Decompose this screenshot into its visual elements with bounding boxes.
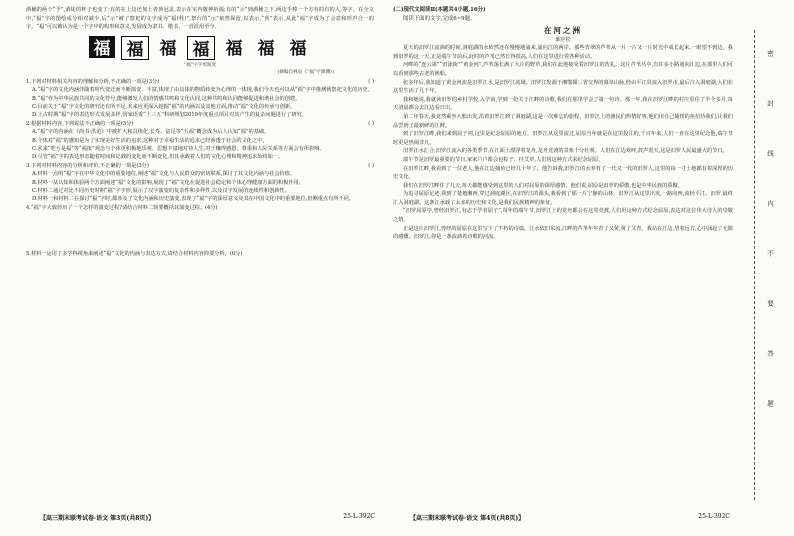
answer-space-q4 [26,212,374,250]
q2-option-a: A.“福”字的内涵在《尚书·洪范》中被扩大和具体化,长寿、富足等“五福”概念成为后人认知“福”的基础。 [32,129,270,136]
footer-page-4 [410,513,730,522]
q3-option-d: D.材料一和材料二在探讨“福”字时,都涉及了文化内涵和历史演变,表现了“福”字的深厚意义及其在中国文化中的重要地位,但侧重点有所不同。 [32,196,355,203]
seal-label: 题 [766,400,774,410]
right-page [393,6,733,242]
essay-paragraph: 汨罗江水汇合,汨罗江流入的各类季节,在江面上漂浮着龙舟,龙舟竞渡的景象十分壮观。人们在江边欢呼,鼓声震天,这是汨罗人民最盛大的节日。 [403,148,728,155]
question-3: 3.下列对材料内容的分析和评价,不正确的一项是(3分) ( ) [26,162,374,169]
essay-paragraph: “汨罗屈原亭,曾经汨罗江,有志于学者屈子”,每年的端午节,汨罗江上的龙舟都会在这里竞渡,人们用这种方式纪念屈原,表达对这位伟大诗人的崇敬之情。 [393,208,733,224]
question-2: 2.根据材料内容,下列说法不正确的一项是(3分) ( ) [26,120,374,127]
essay-paragraph: 河畔的“连云第”“汨泳街”“黄金河”,芦苇荡长满了大片的野草,我们在此地接受着汨罗江的洗礼。这片芦苇丛中,有许多小路通向江边,在那里人们可以看到那些古老的渔船。 [393,62,733,77]
fu-glyph-2: 福 [121,36,149,60]
fu-glyph-6: 福 [257,39,275,60]
seal-label: 密 [766,50,774,60]
section-heading: (二)现代文阅读Ⅱ(本题共4小题,16分) [393,7,486,13]
essay-paragraph: 在汨罗江畔,我看到了一位老人,他在江边捕鱼已经几十年了。他告诉我,汨罗江的水养育了一代又一代的汨罗人,这里的每一寸土地都有着深厚的历史文化。 [393,165,733,181]
essay-paragraph: 张多年后,我知道了黄金河流是汨罗江水,是汨罗江流域。汨罗江发源于湘鄂赣三省交界的幕阜山脉,经由平江县流入汨罗市,最后注入洞庭湖,人们在这里生活了几千年。 [393,79,733,95]
seal-label: 封 [766,100,774,110]
question-1: 1.下列对材料相关内容的理解和分析,不正确的一项是(3分) ( ) [26,78,374,85]
fu-glyph-5: 福 [225,39,243,60]
fu-caption: “福”字字形演变 [183,62,217,68]
essay-paragraph: 正是这片汨罗江,曾经的屈原在这里写下了不朽的诗篇。江水依旧东流,江畔的芦苇年年青了又黄,黄了又青。我站在江边,望着远方,心中涌起了无限的感慨。汨罗江,你是一条流淌着诗歌的河流。 [393,225,733,241]
question-4: 4.“福”字大致经历了一个怎样的演变过程?请结合材料二简要概括其演变过程。(4分) [26,204,218,211]
fu-evolution-row [26,36,374,60]
q2-option-b: B.个体对“福”的感知是为了实现美好生活的追求,这种对于幸福生活的追求已经渗透于社会的文化之中。 [32,137,268,144]
q1-option-b: B.“福”作为中华民族共同的文化符号,能够激发人们的情感共鸣和文化认同,这种共鸣和认同能够促进和谐社会的创建。 [32,95,301,102]
essay-paragraph: 为追寻屈原足迹,我到了楚地湘西,穿过洞庭湖区,在汨罗江的源头,我看到了那一片宁静的山林。汨罗江从这里出发,一路向西,流经平江、汨罗,最终汇入洞庭湖。这条江承载了太多的历史和文化,是我们民族精神的象征。 [393,191,733,206]
q3-option-a: A.材料一点明“福”字在中华文化中的重要地位,阐述“福”文化与人民群众的密切联系,探讨了其文化内涵与社会价值。 [32,171,296,178]
seal-label: 内 [766,200,774,210]
seal-label: 答 [766,350,774,360]
source-note: (摘编自林泉《“福”字源渊》) [277,69,334,75]
q2-option-d: D.尽管“福”字的表达形态随着时间和记载的变化而不断变化,但其承载着人们的文化心理和精神追求始终如一。 [32,154,284,161]
footer-title-3: 【高三期末联考试卷·语文 第3页(共8页)】 [40,515,155,522]
essay-paragraph: 夏天的汨罗江流淌的时候,洞庭湖的水依然还在慢慢地涌来,涌向江的两岸。那些青翠的芦苇从一片一片又一片时光中成长起来,一眼望不到边。我到汨罗的这一天,正是端午节前后,此时的芦苇已然长得很高,人们在这里进行着各种活动。 [393,45,733,60]
seal-line-margin [754,30,781,500]
q2-option-c: C.求来“吃亏是福”等“福报”观念与个体更积极地乐观、思想丰富地对待人生,对于赚得感恩、尊重和人际关系等方面会有所影响。 [32,146,325,153]
fu-glyph-7: 福 [289,39,307,60]
footer-code-3: 25-L-392C [343,513,375,520]
seal-label: 不 [766,250,774,260]
essay-author: 陈应松 [555,37,571,44]
q3-option-c: C.材料二通过对比不同历史时期“福”字字形,展示了汉字演变的复杂性和多样性,以及汉字发展的连续性和创新性。 [32,188,290,195]
question-5: 5.材料一运用了多学科视角来阐述“福”文化的内涵与表达方式,请结合材料内容简要分析。(6分) [26,251,243,258]
footer-title-4: 【高三期末联考试卷·语文 第4页(共8页)】 [410,515,525,522]
q1-option-c: C.目前关于“福”字文化的研究还有所不足,未来应更深入挖掘“福”的内涵以及其他方面,推动“福”文化的传承与创新。 [32,104,296,110]
essay-paragraph: 我们在汨罗江畔住了几天,每天都能感受到这里的人们对屈原的深厚感情。他们说,屈原是汨罗的骄傲,也是中华民族的骄傲。 [403,182,683,189]
essay-paragraph: 第二年春天,我竟然乘坐大船出发,沿着汨罗江到了洞庭湖,这是一次难忘的旅程。汨罗江上的渔民们热情好客,他们用自己捕捞的鱼招待我们,让我们品尝到了最新鲜的江鲜。 [393,113,733,129]
footer-page-3 [40,513,375,522]
q1-option-a: A.“福”字的文化内涵伴随着时代变迁而不断演变、丰富,体现了由具体的物质转变为心理的一体现,我们今天也可以从“福”字中推测到祭祀文化的历史。 [32,87,373,94]
q3-option-b: B.材料一从认知和体验两个方面阐述“福”文化的影响,展现了“福”文化在促进社会稳定和个体心理健康方面的积极作用。 [32,179,304,186]
footer-code-4: 25-L-392C [698,513,730,520]
seal-label: 线 [766,150,774,160]
essay-paragraph: 到了汨罗江畔,我们来到屈子祠,这里是纪念屈原的地方。汨罗江从这里流过,屈原当年就是在这里投江的,千百年来,人们一直在这里纪念他,端午节时更是热闹非凡。 [393,131,733,146]
fu-glyph-3: 福 [159,39,177,60]
seal-label: 要 [766,300,774,310]
q1-option-d: D.上古时期“福”字的表达形式发展多样,国家语委“十三五”科研规划2019年度重点项目对其产生的复杂问题进行了研究。 [32,112,307,119]
left-page [26,6,374,259]
reading-instruction: 阅读下面的文字,完成6~9题。 [403,15,476,22]
fu-glyph-4: 福 [187,36,215,60]
essay-paragraph: 我和她说,我就读汨罗的乡村学校,入学前,学到一份关于江畔的诗歌,我们在那里学会了第一句诗。那一年,我在汨罗江畔的村庄里住了半个多月,每天清晨都会去江边看日出。 [393,96,733,112]
fu-glyph-1: 福 [89,36,115,58]
essay-title: 在河之洲 [544,26,582,36]
intro-paragraph: 酒桶的两个“予”,酒徒的杯子也变了;有的在上边还加上者顶冠盖,表示在室内敬神祈福;有的“示”到酒桶之下,两边手捧一个方有的有的人,等字。在全文中,“福”字的图绘成分相对减少,后“示”被了祭祀的文字成为“福(秏)”,祭台的“示”依然保留,以表示,“喜”表示,从此“福”字成为了会意和形声合一的字。“福”可以被认为是一个字中的构形和意义,发展成为隶书、楷书、一直沿用至今。 [26,7,374,31]
essay-paragraph: 端午节是汨罗最重要的节日,家家户户都会包粽子、挂艾草,人们用这种方式来纪念屈原。 [403,156,604,163]
